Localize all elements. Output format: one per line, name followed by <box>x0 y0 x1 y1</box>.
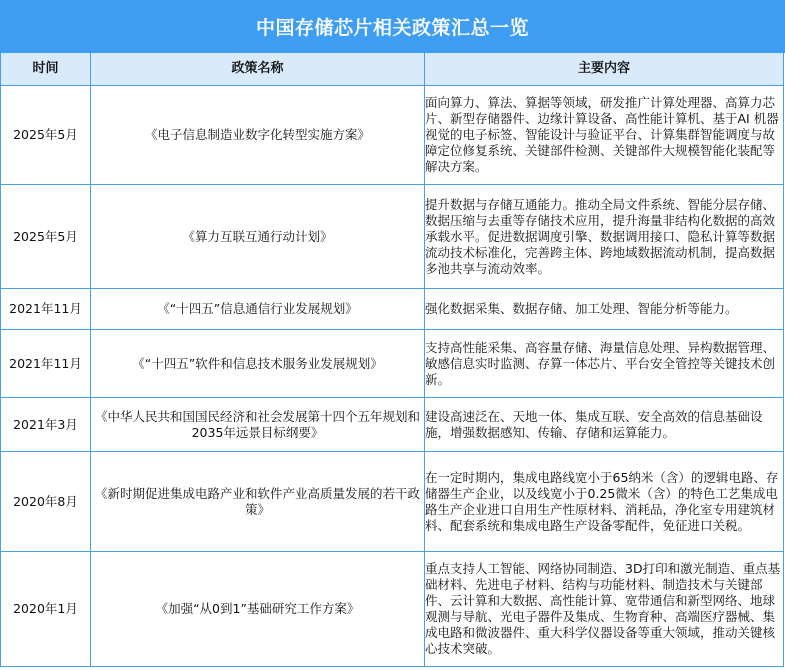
page-title: 中国存储芯片相关政策汇总一览 <box>255 17 529 39</box>
row-date: 2021年11月 <box>1 330 91 398</box>
header-main-content: 主要内容 <box>425 53 784 86</box>
table-row <box>1 330 784 398</box>
policy-table <box>0 53 784 667</box>
row-date: 2025年5月 <box>1 185 91 289</box>
row-content: 提升数据与存储互通能力。推动全局文件系统、智能分层存储、数据压缩与去重等存储技术应用，提升海量非结构化数据的高效承载水平。促进数据调度引擎、数据调用接口、隐私计算等数据流动技术标准化，完善跨主体、跨地域数据流动机制，提高数据多池共享与流动效率。 <box>425 185 784 289</box>
table-row <box>1 289 784 330</box>
row-content: 在一定时期内，集成电路线宽小于65纳米（含）的逻辑电路、存储器生产企业，以及线宽小于0.25微米（含）的特色工艺集成电路生产企业进口自用生产性原材料、消耗品，净化室专用建筑材料、配套系统和集成电路生产设备零配件，免征进口关税。 <box>425 452 784 552</box>
table-row <box>1 86 784 185</box>
row-policy-name: 《“十四五”信息通信行业发展规划》 <box>91 289 425 330</box>
table-header-row <box>1 53 784 86</box>
header-date: 时间 <box>1 53 91 86</box>
row-date: 2021年11月 <box>1 289 91 330</box>
table-row <box>1 185 784 289</box>
row-content: 建设高速泛在、天地一体、集成互联、安全高效的信息基础设施，增强数据感知、传输、存储和运算能力。 <box>425 398 784 452</box>
title-bar <box>0 0 785 53</box>
row-date: 2020年1月 <box>1 552 91 667</box>
row-policy-name: 《“十四五”软件和信息技术服务业发展规划》 <box>91 330 425 398</box>
row-policy-name: 《新时期促进集成电路产业和软件产业高质量发展的若干政策》 <box>91 452 425 552</box>
row-policy-name: 《中华人民共和国国民经济和社会发展第十四个五年规划和2035年远景目标纲要》 <box>91 398 425 452</box>
table-row <box>1 452 784 552</box>
row-policy-name: 《加强“从0到1”基础研究工作方案》 <box>91 552 425 667</box>
header-policy-name: 政策名称 <box>91 53 425 86</box>
row-content: 支持高性能采集、高容量存储、海量信息处理、异构数据管理、敏感信息实时监测、存算一体芯片、平台安全管控等关键技术创新。 <box>425 330 784 398</box>
row-policy-name: 《电子信息制造业数字化转型实施方案》 <box>91 86 425 185</box>
row-policy-name: 《算力互联互通行动计划》 <box>91 185 425 289</box>
row-date: 2020年8月 <box>1 452 91 552</box>
row-content: 重点支持人工智能、网络协同制造、3D打印和激光制造、重点基础材料、先进电子材料、结构与功能材料、制造技术与关键部件、云计算和大数据、高性能计算、宽带通信和新型网络、地球观测与导航、光电子器件及集成、生物育种、高端医疗器械、集成电路和微波器件、重大科学仪器设备等重大领域，推动关键核心技术突破。 <box>425 552 784 667</box>
row-content: 强化数据采集、数据存储、加工处理、智能分析等能力。 <box>425 289 784 330</box>
table-row <box>1 398 784 452</box>
row-date: 2021年3月 <box>1 398 91 452</box>
row-date: 2025年5月 <box>1 86 91 185</box>
table-row <box>1 552 784 667</box>
row-content: 面向算力、算法、算据等领域，研发推广计算处理器、高算力芯片、新型存储器件、边缘计算设备、高性能计算机、基于AI 机器视觉的电子标签、智能设计与验证平台、计算集群智能调度与故障定位修复系统、关键部件检测、关键部件大规模智能化装配等解决方案。 <box>425 86 784 185</box>
